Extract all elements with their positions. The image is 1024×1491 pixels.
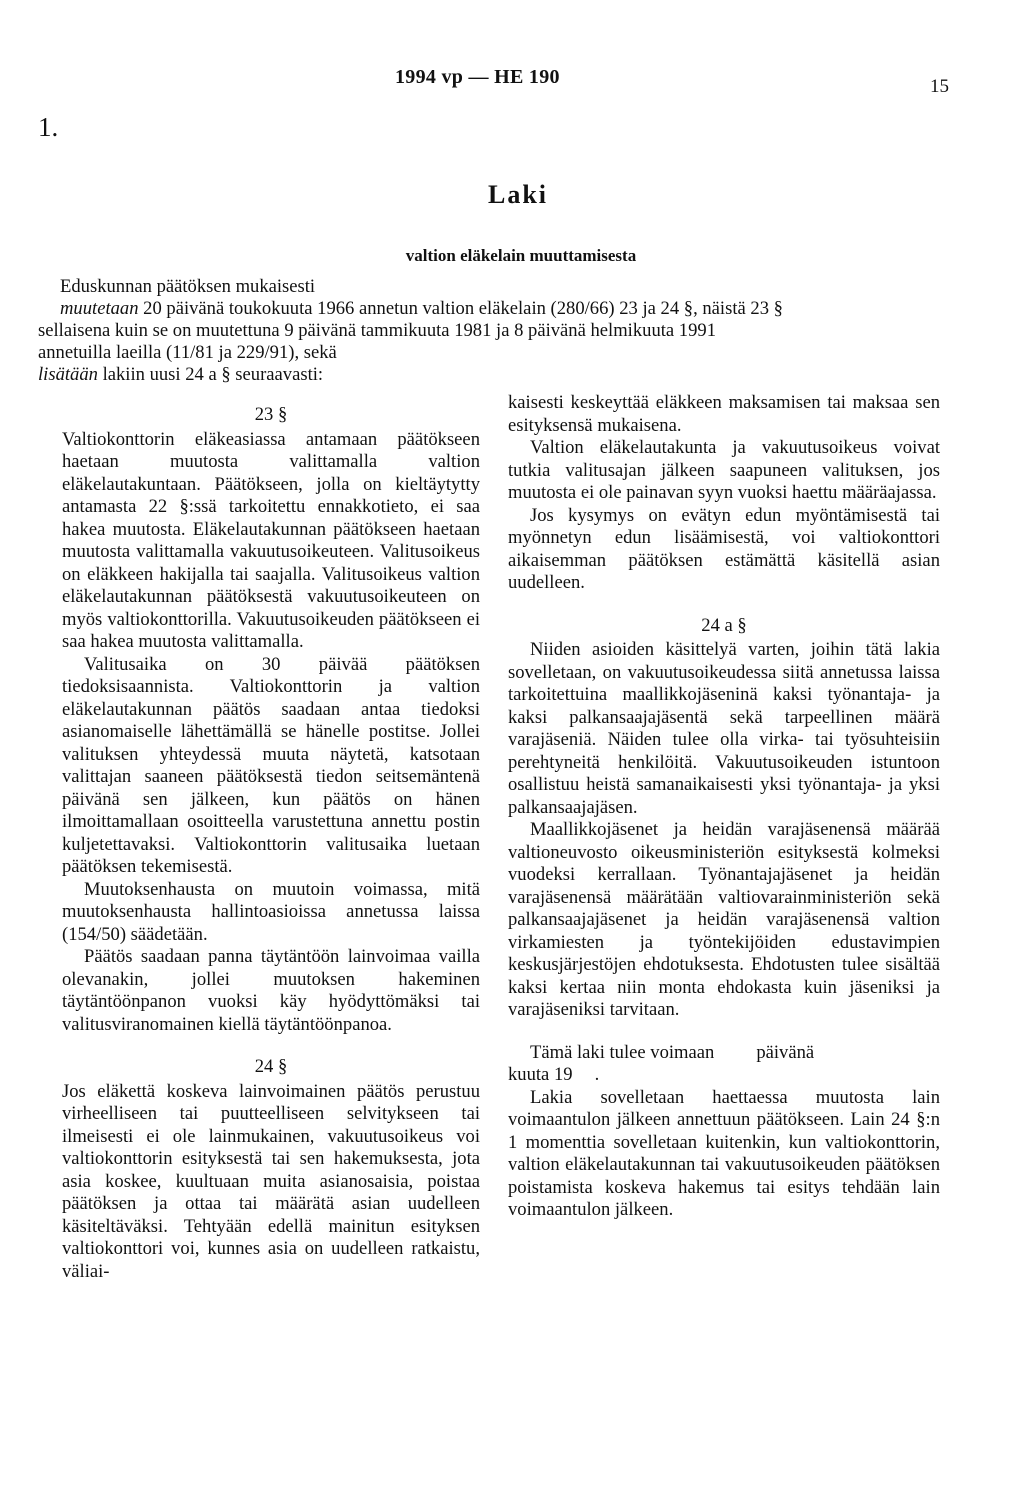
entry-into-force-date — [508, 1064, 940, 1087]
preamble — [38, 276, 966, 386]
paragraph: Jos eläkettä koskeva lainvoimainen päätös perustuu virheelliseen tai puutteelliseen selvitykseen tai ilmeisesti ei ole lainmukainen, vakuutusoikeus voi valtiokonttorin esityksestä tai sen hakemuksesta, jota asia koskee, kuultuaan muita asianosaisia, poistaa päätöksen ja ottaa tai määrätä asian uudelleen käsiteltäväksi. Tehtyään edellä mainitun esityksen valtiokonttori voi, kunnes asia on uudelleen ratkaistu, väliai- — [62, 1080, 480, 1282]
paragraph: Päätös saadaan panna täytäntöön lainvoimaa vailla olevanakin, jollei muutoksen hakeminen täytäntöönpanon vuoksi käy hyödyttömäksi tai valitusviranomainen kiellä täytäntöönpanoa. — [62, 946, 480, 1035]
section-heading-24a: 24 a § — [701, 614, 747, 636]
law-title: Laki — [487, 180, 549, 209]
preamble-keyword: lisätään — [38, 364, 98, 385]
paragraph: Valtiokonttorin eläkeasiassa antamaan päätökseen haetaan muutosta valittamalla valtion eläkelautakuntaan. Päätökseen, jolla on kieltäytytty antamasta 22 §:ssä tarkoitettu ennakkotieto, ei saa hakea muutosta. Eläkelautakunnan päätökseen haetaan muutosta valittamalla vakuutusoikeuteen. Valitusoikeus on eläkkeen hakijalla tai saajalla. Valitusoikeus valtion eläkelautakunnan päätöksestä vakuutusoikeuteen on myös valtiokonttorilla. Vakuutusoikeuden päätökseen ei saa hakea muutosta valittamalla. — [62, 428, 480, 652]
paragraph: Maallikkojäsenet ja heidän varajäsenensä määrää valtioneuvosto oikeusministeriön esityksestä kolmeksi vuodeksi kerrallaan. Työnantajajäsenet ja heidän varajäsenensä määrätään valtiovarainministeriön sekä palkansaajajäsenet ja heidän varajäsenensä valtion virkamiesten ja työntekijöiden edustavimpien keskusjärjestöjen ehdotuksesta. Ehdotusten tulee sisältää kaksi kertaa niin monta ehdokasta kuin jäseniksi ja varajäseniksi tarvitaan. — [508, 819, 940, 1020]
paragraph: Lakia sovelletaan haettaessa muutosta lain voimaantulon jälkeen annettuun päätökseen. Lain 24 §:n 1 momenttia sovelletaan kuitenkin, kun valtiokonttorin, valtion eläkelautakunnan tai vakuutusoikeuden päätöksen poistamista koskeva hakemus tai esitys tehdään lain voimaantulon jälkeen. — [508, 1086, 940, 1220]
preamble-keyword: muutetaan — [60, 298, 139, 319]
preamble-line — [38, 298, 966, 320]
paragraph: Valtion eläkelautakunta ja vakuutusoikeus voivat tutkia valitusajan jälkeen saapuneen valituksen, jos muutosta ei ole painavan syyn vuoksi haettu määräajassa. — [508, 437, 940, 503]
entry-text: Tämä laki tulee voimaan — [530, 1041, 715, 1063]
paragraph: Jos kysymys on evätyn edun myöntämisestä tai myönnetyn edun lisäämisestä, voi valtiokonttori aikaisemman päätöksen estämättä käsitellä asian uudelleen. — [508, 504, 940, 593]
section-heading-23: 23 § — [254, 404, 288, 425]
preamble-line: sellaisena kuin se on muutettuna 9 päivänä tammikuuta 1981 ja 8 päivänä helmikuuta 1991 — [38, 320, 716, 341]
page-number: 15 — [930, 76, 949, 97]
law-subtitle: valtion eläkelain muuttamisesta — [405, 246, 637, 265]
section-heading-24: 24 § — [254, 1056, 288, 1077]
preamble-text: 20 päivänä toukokuuta 1966 annetun valtion eläkelain (280/66) 23 ja 24 §, näistä 23 § — [138, 298, 783, 319]
preamble-line — [38, 364, 966, 386]
preamble-text: lakiin uusi 24 a § seuraavasti: — [97, 364, 324, 385]
side-section-number: 1. — [38, 112, 59, 142]
paragraph: Niiden asioiden käsittelyä varten, joihin tätä lakia sovelletaan, on vakuutusoikeudessa siitä annetussa laissa tarkoitettuina maallikkojäseninä kaksi työnantaja- ja kaksi palkansaajajäsentä sekä tarpeellinen määrä varajäseniä. Näiden tulee olla virka- tai työsuhteisiin perehtyneitä henkilöitä. Vakuutusoikeuden istuntoon osallistuu heistä samanaikaisesti yksi työnantaja- ja yksi palkansaajajäsen. — [508, 639, 940, 818]
right-column — [508, 392, 940, 1222]
entry-into-force — [508, 1042, 940, 1065]
running-header-title: 1994 vp — HE 190 — [395, 66, 560, 88]
left-column — [62, 404, 480, 1283]
preamble-line: annetuilla laeilla (11/81 ja 229/91), sekä — [38, 342, 337, 363]
paragraph: kaisesti keskeyttää eläkkeen maksamisen tai maksaa sen esityksensä mukaisena. — [508, 392, 940, 436]
preamble-line: Eduskunnan päätöksen mukaisesti — [60, 276, 316, 297]
entry-text: kuuta 19 — [508, 1064, 573, 1085]
entry-text: päivänä — [756, 1041, 815, 1063]
paragraph: Valitusaika on 30 päivää päätöksen tiedoksisaannista. Valtiokonttorin ja valtion eläkelautakunnan päätös saadaan antaa tiedoksi asianomaiselle lähettämällä se hänelle postitse. Jollei valituksen yhteydessä muuta näytetä, katsotaan valittajan saaneen päätöksestä tiedon seitsemäntenä päivänä sen jälkeen, kun päätös on hänen ilmoittamallaan osoitteella varustettuna annettu postin kuljetettavaksi. Valtiokonttorin valitusaika luetaan päätöksen tekemisestä. — [62, 653, 480, 877]
paragraph: Muutoksenhausta on muutoin voimassa, mitä muutoksenhausta hallintoasioissa annetussa laissa (154/50) säädetään. — [62, 878, 480, 945]
entry-text: . — [594, 1064, 600, 1085]
